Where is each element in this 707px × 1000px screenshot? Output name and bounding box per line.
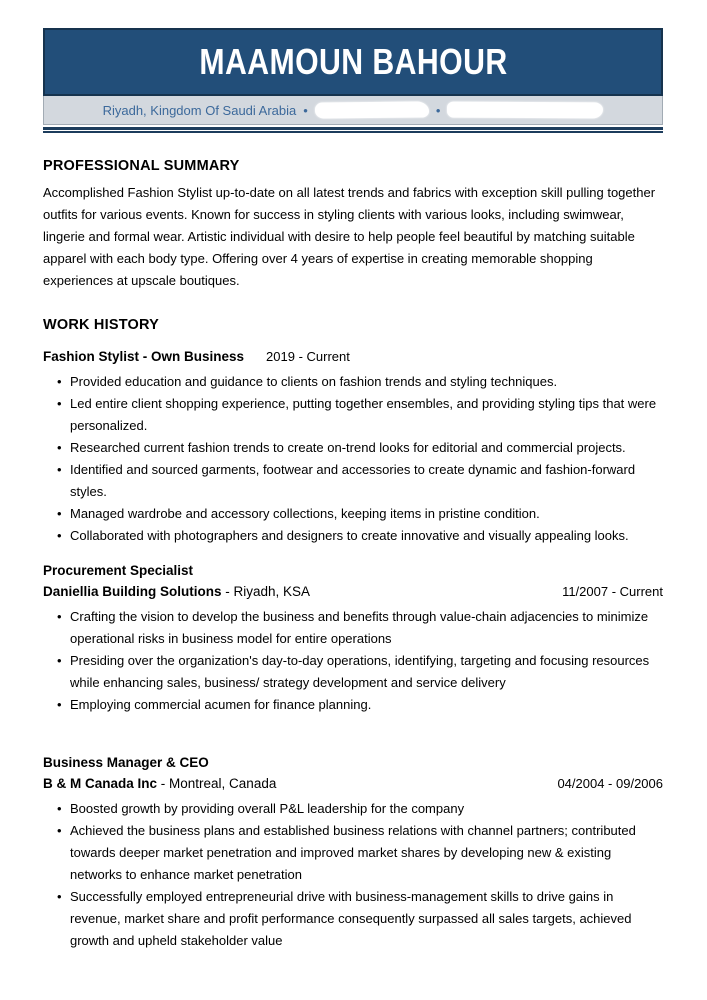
section-work-history bbox=[43, 317, 663, 952]
candidate-name: MAAMOUN BAHOUR bbox=[198, 41, 508, 82]
job-company bbox=[43, 581, 310, 602]
job-location: - Montreal, Canada bbox=[157, 776, 277, 791]
bullet-item: • Crafting the vision to develop the business and benefits through value-chain adjacencies to minimize operational risks in business model for entire operations bbox=[43, 606, 663, 650]
bullet-item: • Presiding over the organization's day-to-day operations, identifying, targeting and focusing resources while enhancing sales, business/ strategy development and service delivery bbox=[43, 650, 663, 694]
bullet-list bbox=[43, 371, 663, 547]
bullet-list bbox=[43, 606, 663, 716]
company-name: Daniellia Building Solutions bbox=[43, 584, 222, 599]
job-company bbox=[43, 773, 276, 794]
jobs bbox=[43, 346, 663, 952]
bullet-item: • Employing commercial acumen for finance planning. bbox=[43, 694, 663, 716]
bullet-item: • Managed wardrobe and accessory collections, keeping items in pristine condition. bbox=[43, 503, 663, 525]
bullet-list bbox=[43, 798, 663, 952]
contact-separator: • bbox=[435, 102, 441, 118]
job-entry bbox=[43, 560, 663, 716]
job-company-line bbox=[43, 581, 663, 602]
job-dates: 04/2004 - 09/2006 bbox=[557, 776, 663, 791]
job-title-line bbox=[43, 346, 663, 367]
resume-body bbox=[43, 133, 663, 952]
summary-heading: PROFESSIONAL SUMMARY bbox=[43, 158, 240, 174]
job-location: - Riyadh, KSA bbox=[221, 584, 311, 599]
bullet-item: • Boosted growth by providing overall P&L leadership for the company bbox=[43, 798, 663, 820]
contact-strip bbox=[43, 96, 663, 125]
job-title: Business Manager & CEO bbox=[43, 755, 209, 770]
bullet-item: • Led entire client shopping experience, putting together ensembles, and providing styling tips that were personalized. bbox=[43, 393, 663, 437]
work-history-heading: WORK HISTORY bbox=[43, 317, 159, 333]
contact-separator: • bbox=[303, 102, 308, 118]
bullet-item: • Successfully employed entrepreneurial drive with business-management skills to drive gains in revenue, market share and profit performance consequently surpassed all sales targets, achieved growth and upheld stakeholder value bbox=[43, 886, 663, 952]
bullet-item: • Provided education and guidance to clients on fashion trends and styling techniques. bbox=[43, 371, 663, 393]
contact-location: Riyadh, Kingdom Of Saudi Arabia bbox=[102, 102, 297, 118]
redacted-contact-2 bbox=[447, 102, 603, 119]
job-title-line bbox=[43, 752, 663, 773]
summary-text: Accomplished Fashion Stylist up-to-date on all latest trends and fabrics with exception skill pulling together outfits for various events. Known for success in styling clients with various looks, including swimwear, lingerie and formal wear. Artistic individual with desire to help people feel beautiful by matching suitable apparel with each body type. Offering over 4 years of expertise in creating memorable shopping experiences at upscale boutiques. bbox=[43, 185, 656, 288]
job-title: Fashion Stylist - Own Business bbox=[43, 349, 245, 364]
redacted-contact-1 bbox=[315, 101, 429, 118]
section-professional-summary bbox=[43, 158, 663, 292]
job-entry bbox=[43, 752, 663, 952]
job-dates: 11/2007 - Current bbox=[562, 584, 663, 599]
job-entry bbox=[43, 346, 663, 547]
job-company-line bbox=[43, 773, 663, 794]
bullet-item: • Researched current fashion trends to create on-trend looks for editorial and commercial projects. bbox=[43, 437, 663, 459]
bullet-item: • Collaborated with photographers and designers to create innovative and visually appealing looks. bbox=[43, 525, 663, 547]
company-name: B & M Canada Inc bbox=[43, 776, 158, 791]
job-dates: 2019 - Current bbox=[266, 349, 350, 364]
header-banner bbox=[43, 28, 663, 96]
job-title-line bbox=[43, 560, 663, 581]
job-title: Procurement Specialist bbox=[43, 563, 194, 578]
bullet-item: • Achieved the business plans and established business relations with channel partners; contributed towards deeper market penetration and improved market shares by developing new & existing networks to enhance market penetration bbox=[43, 820, 663, 886]
bullet-item: • Identified and sourced garments, footwear and accessories to create dynamic and fashion-forward styles. bbox=[43, 459, 663, 503]
